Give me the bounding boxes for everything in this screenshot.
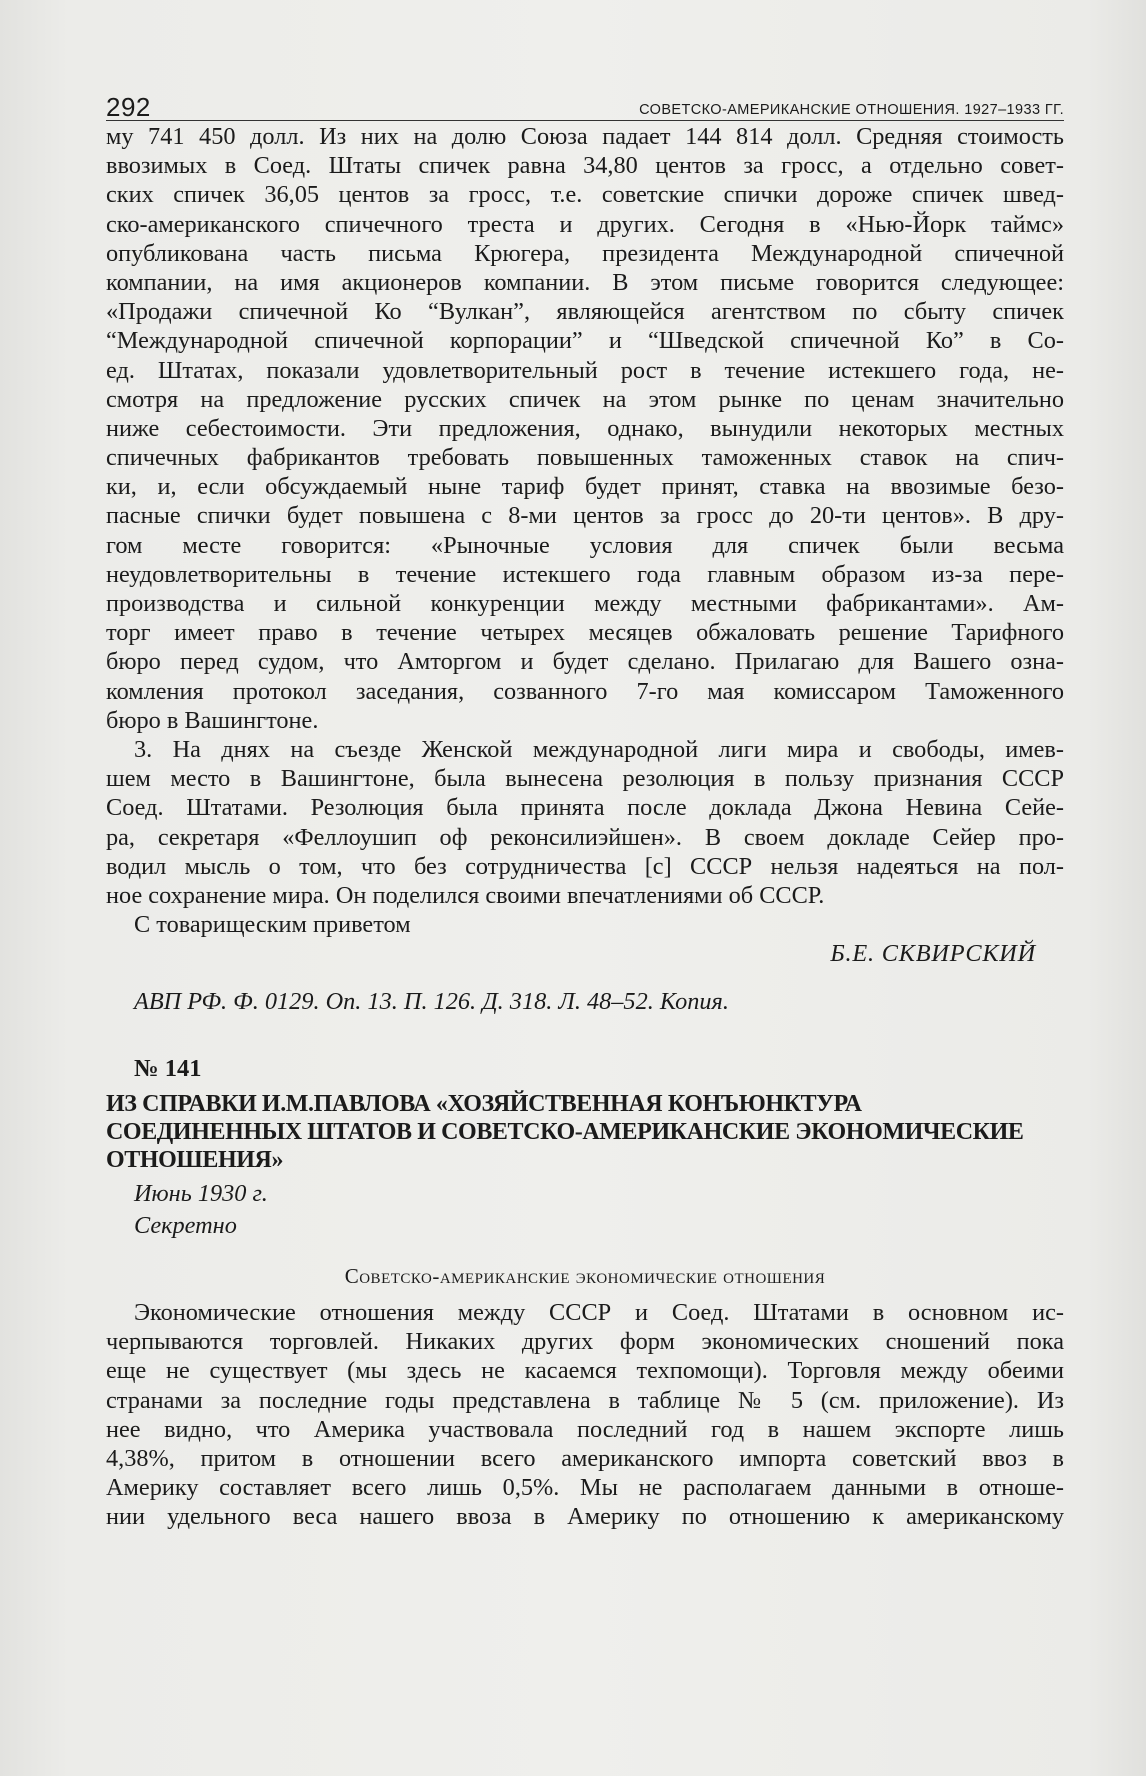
text-line: ниже себестоимости. Эти предложения, однако, вынудили некоторых местных	[106, 414, 1064, 442]
archive-reference: АВП РФ. Ф. 0129. Оп. 13. П. 126. Д. 318. Л. 48–52. Копия.	[134, 988, 729, 1016]
text-line: ско-американского спичечного треста и других. Сегодня в «Нью-Йорк таймс»	[106, 210, 1064, 238]
page-number: 292	[106, 92, 151, 122]
text-line: производства и сильной конкуренции между местными фабрикантами». Ам-	[106, 590, 1064, 617]
text-line: ввозимых в Соед. Штаты спичек равна 34,80 центов за гросс, а отдельно совет-	[106, 152, 1064, 180]
text-line: торг имеет право в течение четырех месяцев обжаловать решение Тарифного	[106, 619, 1064, 647]
text-line: нее видно, что Америка участвовала последний год в нашем экспорте лишь	[106, 1415, 1064, 1443]
text-line: «Продажи спичечной Ко “Вулкан”, являющейся агентством по сбыту спичек	[106, 298, 1064, 326]
section-title: Советско-американские экономические отношения	[344, 1264, 826, 1289]
letter-paragraph	[106, 122, 1064, 735]
signature-name: Б.Е. СКВИРСКИЙ	[830, 940, 1036, 968]
text-line: “Международной спичечной корпорации” и “Шведской спичечной Ко” в Со-	[106, 327, 1064, 355]
document-title-line: ИЗ СПРАВКИ И.М.ПАВЛОВА «ХОЗЯЙСТВЕННАЯ КОНЪЮНКТУРА	[106, 1091, 862, 1118]
signature-greeting: С товарищеским приветом	[134, 911, 411, 939]
page-header	[106, 86, 1064, 121]
text-line: гом месте говорится: «Рыночные условия для спичек были весьма	[106, 531, 1064, 559]
document-title	[106, 1090, 1064, 1174]
text-line: бюро в Вашингтоне.	[106, 706, 319, 734]
text-line: Экономические отношения между СССР и Соед. Штатами в основном ис-	[134, 1299, 1064, 1327]
text-line: ских спичек 36,05 центов за гросс, т.е. советские спички дороже спичек швед-	[106, 181, 1064, 209]
document-date: Июнь 1930 г.	[134, 1180, 268, 1208]
text-line: Америку составляет всего лишь 0,5%. Мы не располагаем данными в отноше-	[106, 1474, 1064, 1502]
text-line: шем место в Вашингтоне, была вынесена резолюция в пользу признания СССР	[106, 765, 1064, 793]
text-line: ки, и, если обсуждаемый ныне тариф будет принят, ставка на ввозимые безо-	[106, 473, 1064, 501]
economic-paragraph	[106, 1298, 1064, 1532]
page-body	[106, 122, 1064, 1532]
text-line: черпываются торговлей. Никаких других форм экономических сношений пока	[106, 1328, 1064, 1356]
document-title-line: ОТНОШЕНИЯ»	[106, 1147, 284, 1174]
text-line: странами за последние годы представлена в таблице № 5 (см. приложение). Из	[106, 1386, 1064, 1414]
text-line: еще не существует (мы здесь не касаемся техпомощи). Торговля между обеими	[106, 1357, 1064, 1385]
text-line: ед. Штатах, показали удовлетворительный рост в течение истекшего года, не-	[106, 356, 1064, 384]
text-line: бюро перед судом, что Амторгом и будет сделано. Прилагаю для Вашего озна-	[106, 648, 1064, 676]
text-line: комления протокол заседания, созванного 7-го мая комиссаром Таможенного	[106, 677, 1064, 705]
text-line: Соед. Штатами. Резолюция была принята после доклада Джона Невина Сейе-	[106, 794, 1064, 822]
document-number: № 141	[134, 1055, 202, 1083]
text-line: смотря на предложение русских спичек на этом рынке по ценам значительно	[106, 385, 1064, 413]
text-line: ра, секретаря «Феллоушип оф реконсилиэйшен». В своем докладе Сейер про-	[106, 823, 1064, 851]
signature-block	[106, 910, 1064, 968]
text-line: ное сохранение мира. Он поделился своими впечатлениями об СССР.	[106, 881, 825, 909]
text-line: 3. На днях на съезде Женской международной лиги мира и свободы, имев-	[134, 735, 1064, 763]
text-line: спичечных фабрикантов требовать повышенных таможенных ставок на спич-	[106, 444, 1064, 472]
text-line: опубликована часть письма Крюгера, президента Международной спичечной	[106, 239, 1064, 267]
text-line: пасные спички будет повышена с 8-ми центов за гросс до 20-ти центов». В дру-	[106, 502, 1064, 530]
running-title: СОВЕТСКО-АМЕРИКАНСКИЕ ОТНОШЕНИЯ. 1927–1933 ГГ.	[639, 102, 1064, 118]
text-line: компании, на имя акционеров компании. В этом письме говорится следующее:	[106, 268, 1064, 296]
text-line: 4,38%, притом в отношении всего американского импорта советский ввоз в	[106, 1445, 1064, 1472]
text-line: му 741 450 долл. Из них на долю Союза падает 144 814 долл. Средняя стоимость	[106, 123, 1064, 150]
document-classification: Секретно	[134, 1212, 237, 1240]
document-title-line: СОЕДИНЕННЫХ ШТАТОВ И СОВЕТСКО-АМЕРИКАНСКИЕ ЭКОНОМИЧЕСКИЕ	[106, 1119, 1024, 1146]
text-line: неудовлетворительны в течение истекшего года главным образом из-за пере-	[106, 560, 1064, 588]
text-line: нии удельного веса нашего ввоза в Америку по отношению к американскому	[106, 1503, 1064, 1531]
point-3-paragraph	[106, 735, 1064, 910]
text-line: водил мысль о том, что без сотрудничества [с] СССР нельзя надеяться на пол-	[106, 852, 1064, 880]
